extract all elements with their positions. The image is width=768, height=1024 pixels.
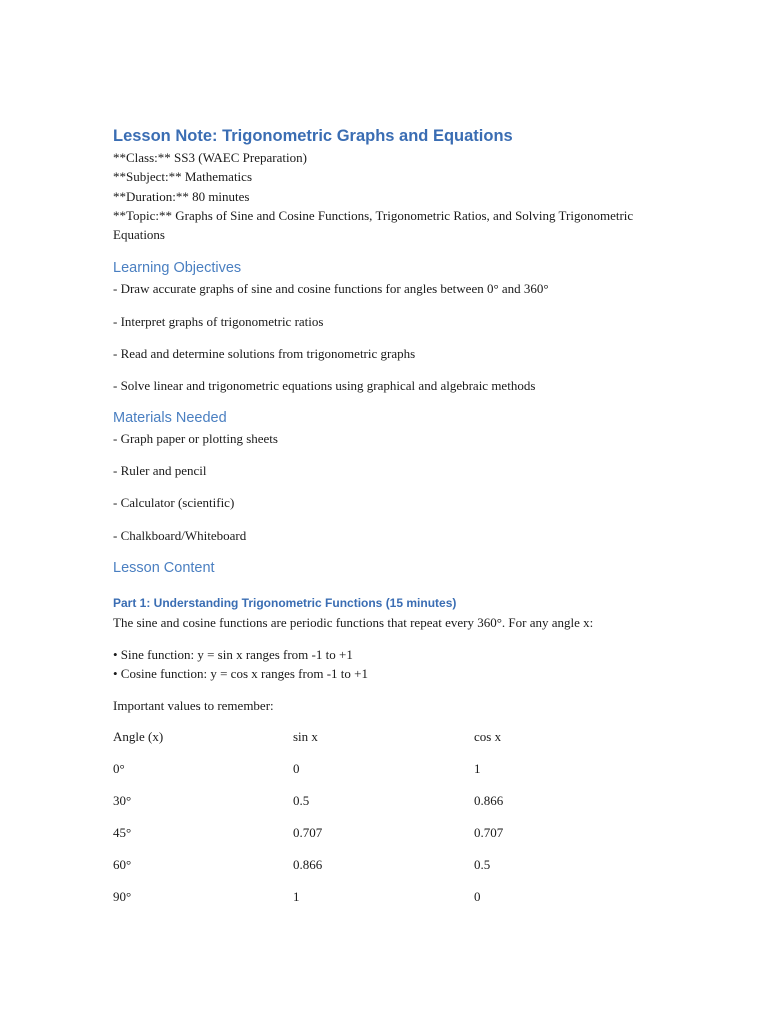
subject-line: **Subject:** Mathematics — [113, 169, 253, 185]
important-values-label: Important values to remember: — [113, 697, 274, 713]
table-header-cell: cos x — [474, 729, 502, 745]
table-cell: 0.866 — [293, 857, 323, 873]
objectives-heading: Learning Objectives — [113, 260, 242, 277]
topic-line: **Topic:** Graphs of Sine and Cosine Functions, Trigonometric Ratios, and Solving Trigonometric Equations — [113, 207, 634, 243]
objective-item: - Draw accurate graphs of sine and cosine functions for angles between 0° and 360° — [113, 281, 549, 297]
function-list — [113, 645, 673, 684]
table-header-row — [113, 727, 654, 759]
table-row — [113, 887, 654, 919]
table-cell: 0.5 — [474, 857, 491, 873]
table-cell: 90° — [113, 889, 132, 905]
table-row — [113, 855, 654, 887]
document-title: Lesson Note: Trigonometric Graphs and Equations — [113, 127, 513, 145]
table-header-cell: Angle (x) — [113, 729, 164, 745]
objective-item: - Read and determine solutions from trigonometric graphs — [113, 345, 416, 361]
table-cell: 1 — [293, 889, 300, 905]
objective-item: - Solve linear and trigonometric equations using graphical and algebraic methods — [113, 377, 536, 393]
function-item-cosine: • Cosine function: y = cos x ranges from -1 to +1 — [113, 666, 368, 682]
table-cell: 0 — [474, 889, 481, 905]
part1-heading: Part 1: Understanding Trigonometric Functions (15 minutes) — [113, 596, 457, 611]
document-page — [113, 124, 673, 919]
class-line: **Class:** SS3 (WAEC Preparation) — [113, 150, 307, 165]
table-cell: 0.5 — [293, 793, 310, 809]
table-cell: 0.707 — [293, 825, 323, 841]
lesson-meta — [113, 148, 673, 244]
table-cell: 0.866 — [474, 793, 504, 809]
table-cell: 60° — [113, 857, 132, 873]
material-item: - Graph paper or plotting sheets — [113, 431, 278, 447]
function-item-sine: • Sine function: y = sin x ranges from -1 to +1 — [113, 646, 353, 662]
table-cell: 0.707 — [474, 825, 504, 841]
table-row — [113, 759, 654, 791]
duration-line: **Duration:** 80 minutes — [113, 188, 250, 204]
material-item: - Ruler and pencil — [113, 463, 207, 479]
material-item: - Chalkboard/Whiteboard — [113, 527, 247, 543]
table-cell: 1 — [474, 761, 481, 777]
table-cell: 30° — [113, 793, 132, 809]
table-row — [113, 791, 654, 823]
objectives-list — [113, 279, 673, 395]
material-item: - Calculator (scientific) — [113, 495, 235, 511]
table-header-cell: sin x — [293, 729, 318, 745]
table-cell: 45° — [113, 825, 132, 841]
part1-intro: The sine and cosine functions are periodic functions that repeat every 360°. For any angle x: — [113, 615, 594, 631]
table-cell: 0° — [113, 761, 125, 777]
content-heading: Lesson Content — [113, 560, 215, 577]
materials-list — [113, 429, 673, 545]
table-row — [113, 823, 654, 855]
objective-item: - Interpret graphs of trigonometric ratios — [113, 313, 324, 329]
table-cell: 0 — [293, 761, 300, 777]
materials-heading: Materials Needed — [113, 410, 227, 427]
trig-values-table — [113, 727, 654, 919]
